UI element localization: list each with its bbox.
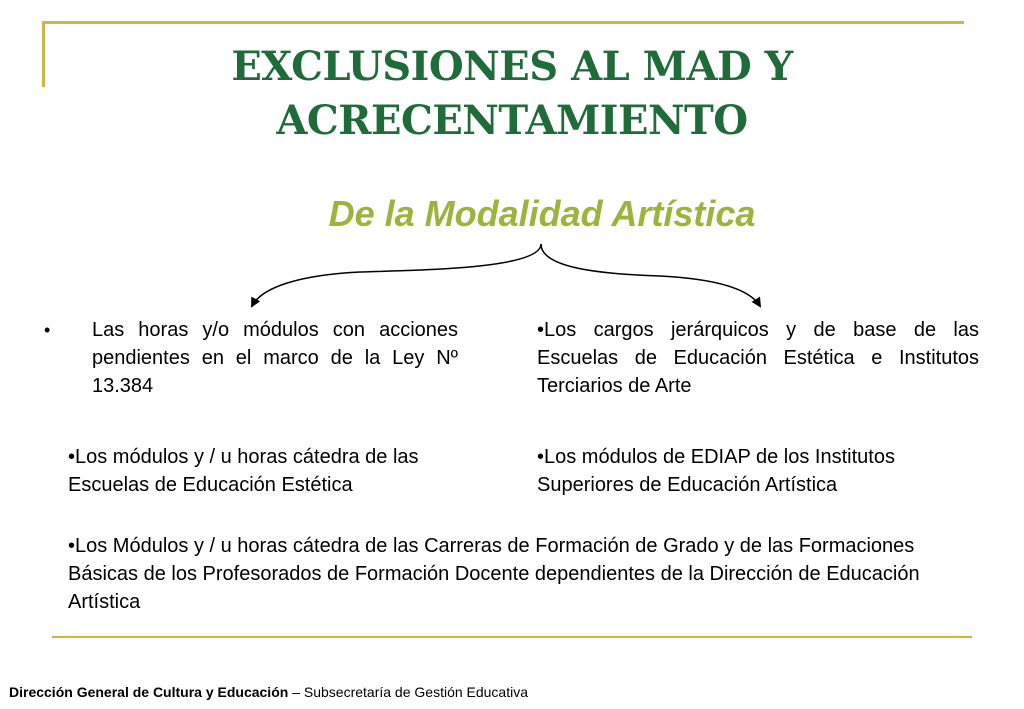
bottom-horizontal-rule bbox=[52, 636, 972, 638]
title-line-1: EXCLUSIONES AL MAD Y bbox=[231, 43, 793, 90]
right-arrow bbox=[541, 244, 760, 306]
slide-subtitle: De la Modalidad Artística bbox=[328, 193, 756, 234]
item-left-middle: •Los módulos y / u horas cátedra de las Escuelas de Educación Estética bbox=[68, 446, 419, 496]
bullet-marker: • bbox=[44, 320, 51, 340]
item-bottom: •Los Módulos y / u horas cátedra de las Carreras de Formación de Grado y de las Formaciones Básicas de los Profesorados de Formación Docente dependientes de la Dirección de Educación Artística bbox=[68, 535, 920, 613]
item-left-top: Las horas y/o módulos con acciones pendientes en el marco de la Ley Nº 13.384 bbox=[92, 319, 458, 397]
footer-department: – Subsecretaría de Gestión Educativa bbox=[288, 684, 529, 700]
item-right-middle: •Los módulos de EDIAP de los Institutos Superiores de Educación Artística bbox=[537, 446, 895, 496]
left-arrow bbox=[252, 244, 541, 306]
item-right-top: •Los cargos jerárquicos y de base de las Escuelas de Educación Estética e Institutos Terciarios de Arte bbox=[537, 319, 979, 397]
footer-organization: Dirección General de Cultura y Educación bbox=[9, 684, 289, 700]
title-line-2: ACRECENTAMIENTO bbox=[276, 97, 748, 144]
footer bbox=[9, 684, 528, 700]
